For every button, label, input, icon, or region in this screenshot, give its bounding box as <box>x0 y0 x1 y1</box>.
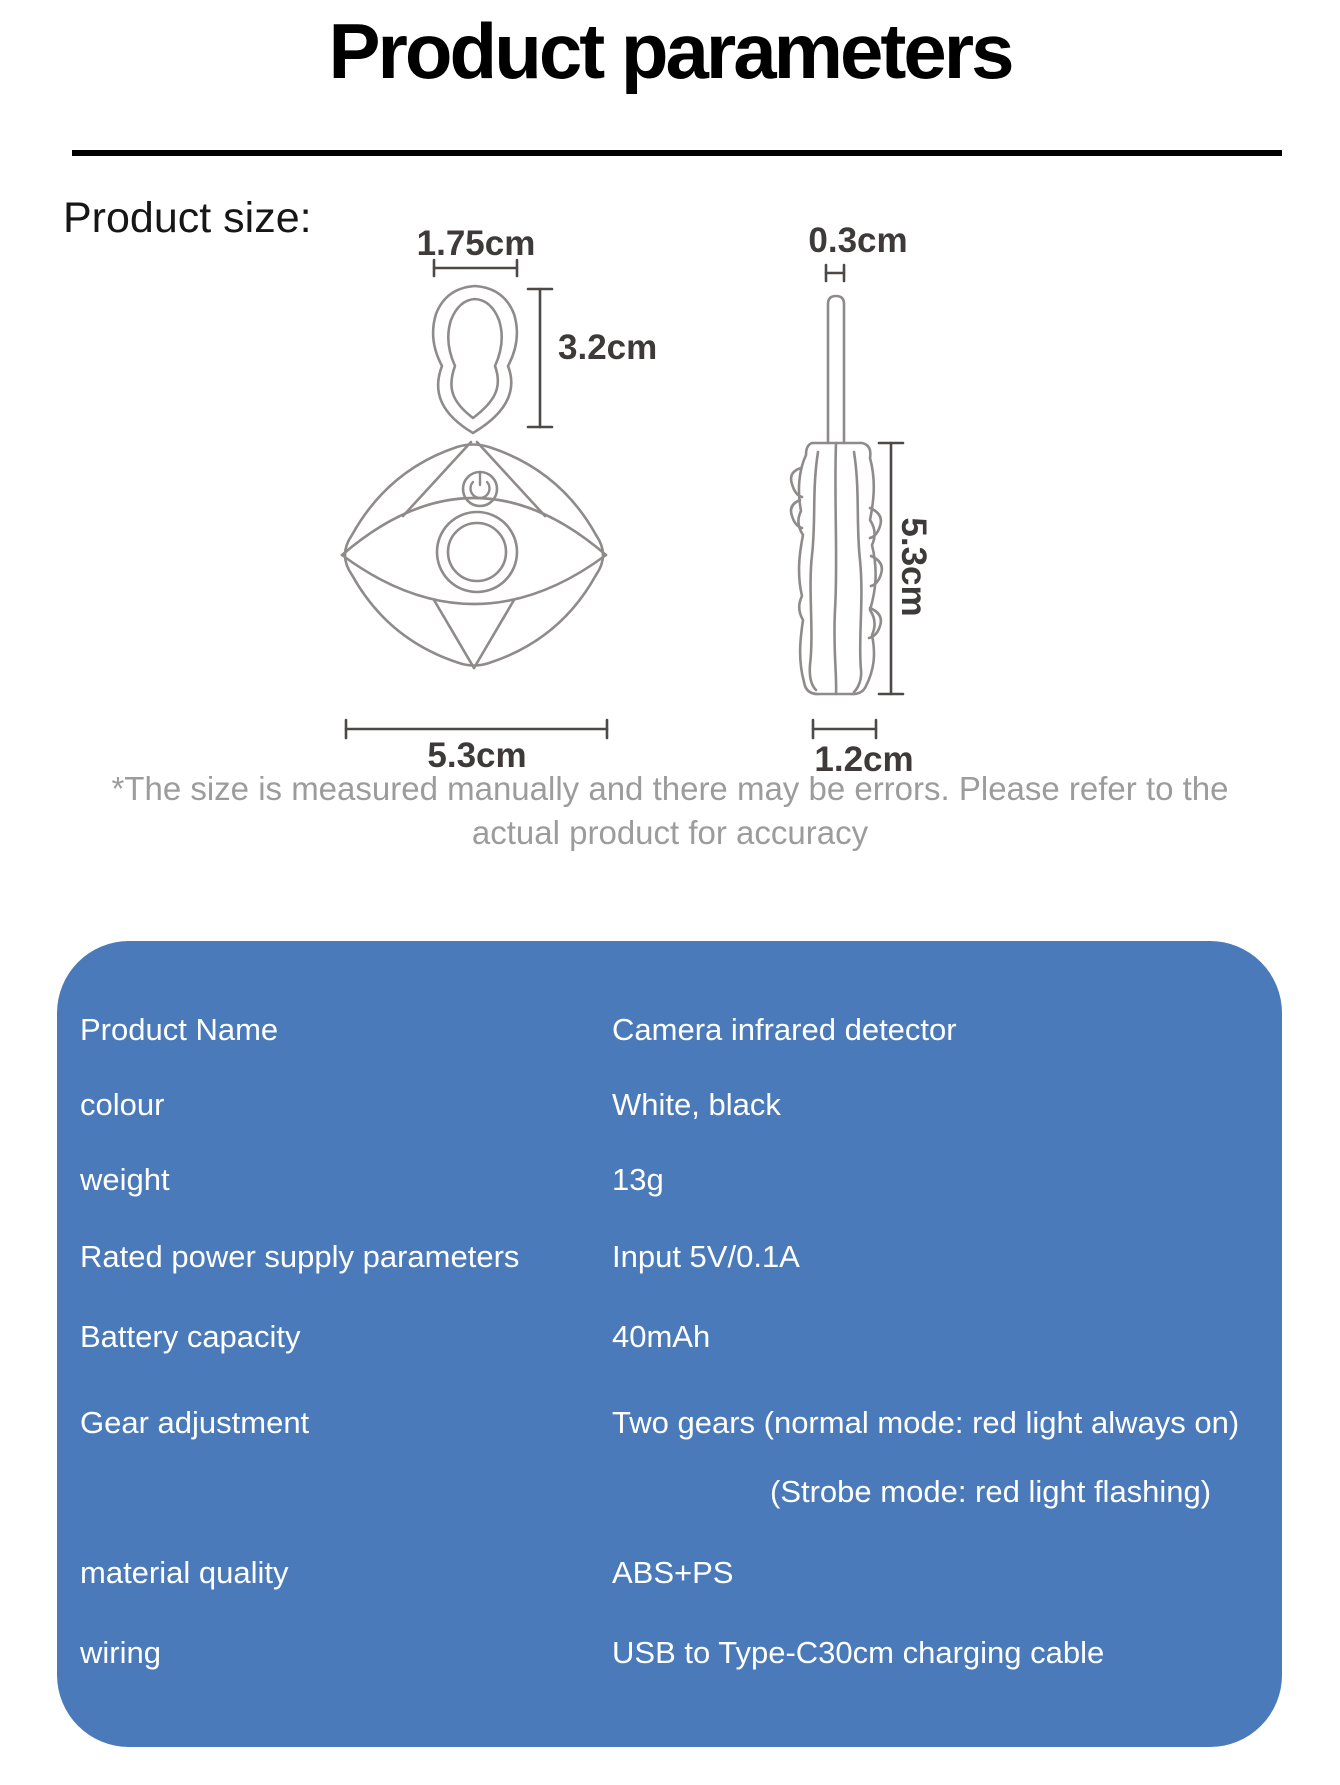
spec-row-material-quality <box>80 1552 1270 1594</box>
spec-row-rated-power <box>80 1236 1270 1278</box>
spec-label: Gear adjustment <box>80 1405 310 1440</box>
spec-label: Battery capacity <box>80 1319 301 1354</box>
spec-value: Camera infrared detector <box>612 1012 957 1047</box>
spec-label: material quality <box>80 1555 289 1590</box>
power-icon <box>463 472 497 506</box>
dim-side-stem-thickness: 0.3cm <box>808 221 908 260</box>
side-center-seam <box>834 443 836 694</box>
page-title: Product parameters <box>328 7 1012 95</box>
spec-row-wiring <box>80 1632 1270 1674</box>
spec-label: weight <box>80 1162 170 1197</box>
dim-front-clip-width: 1.75cm <box>416 224 536 263</box>
side-view-drawing <box>791 296 882 694</box>
spec-label: Product Name <box>80 1012 279 1047</box>
spec-value-continuation: (Strobe mode: red light flashing) <box>770 1474 1212 1509</box>
spec-row-colour <box>80 1084 1270 1126</box>
spec-row-weight <box>80 1159 1270 1201</box>
lens-inner-ring <box>448 523 506 581</box>
clip-inner-outline <box>448 299 501 418</box>
spec-value: 13g <box>612 1162 664 1197</box>
spec-value: Two gears (normal mode: red light always on) <box>612 1405 1240 1440</box>
spec-value: USB to Type-C30cm charging cable <box>612 1635 1105 1670</box>
bottom-facet-line-left <box>434 600 474 668</box>
spec-row-product-name <box>80 1009 1270 1051</box>
spec-value: 40mAh <box>612 1319 711 1354</box>
dim-front-body-width: 5.3cm <box>427 736 527 775</box>
dim-side-body-thickness: 1.2cm <box>814 740 914 779</box>
disclaimer-line-2: actual product for accuracy <box>471 814 869 851</box>
dim-side-body-height: 5.3cm <box>894 517 933 617</box>
top-facet-line-left <box>403 442 471 516</box>
spec-row-battery-capacity <box>80 1316 1270 1358</box>
spec-label: wiring <box>80 1635 161 1670</box>
lens-eye-upper-arc <box>342 498 606 555</box>
front-body-outline <box>345 445 603 666</box>
disclaimer-line-1: *The size is measured manually and there may be errors. Please refer to the <box>111 770 1229 807</box>
bottom-facet-line-right <box>474 600 514 668</box>
spec-row-gear-adjustment <box>80 1402 1270 1444</box>
side-inner-contour-left <box>810 452 818 690</box>
spec-value: White, black <box>612 1087 781 1122</box>
spec-label: colour <box>80 1087 165 1122</box>
lens-eye-lower-arc <box>342 555 606 604</box>
side-stem <box>828 296 844 443</box>
spec-value: ABS+PS <box>612 1555 734 1590</box>
clip-outline <box>433 286 517 433</box>
product-size-label: Product size: <box>63 194 312 242</box>
dim-front-clip-height: 3.2cm <box>558 328 658 367</box>
spec-label: Rated power supply parameters <box>80 1239 520 1274</box>
side-inner-contour-right <box>854 452 861 692</box>
spec-value: Input 5V/0.1A <box>612 1239 800 1274</box>
